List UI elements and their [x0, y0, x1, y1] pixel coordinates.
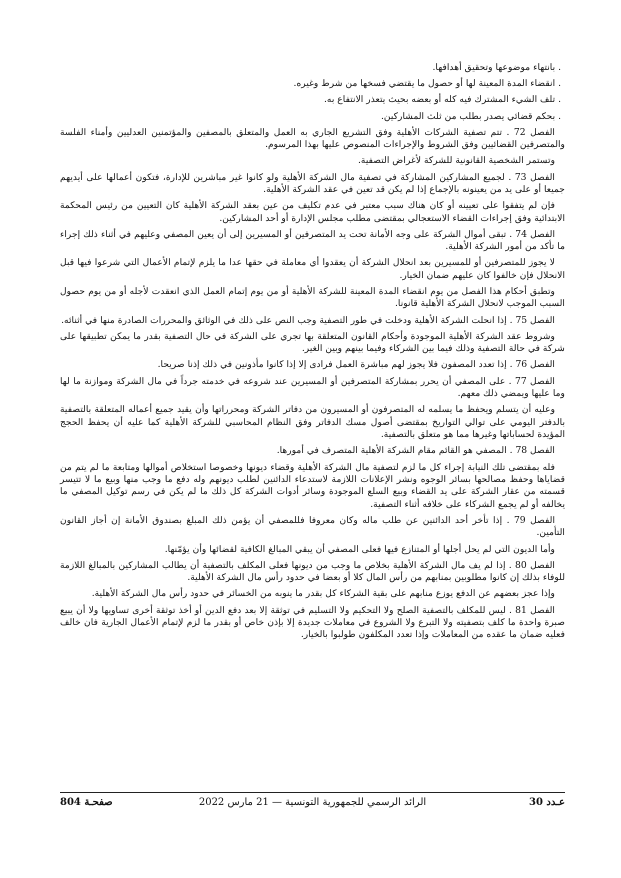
- paragraph: وتطبق أحكام هذا الفصل من يوم انقضاء المدة المعينة للشركة الأهلية أو من يوم إتمام العمل الذي انعقدت لأجله أو من يوم حصول السبب الموجب لانحلال الشركة الأهلية قانونا.: [60, 286, 565, 310]
- article-77: الفصل 77 . على المصفي أن يحرر بمشاركة المتصرفين أو المسيرين عند شروعه في خدمته جرداً في مال الشركة وموازنة ما لها وما عليها ويمضي ذلك معهم.: [60, 375, 565, 400]
- article-74: الفصل 74 . تبقى أموال الشركة على وجه الأمانة تحت يد المتصرفين أو المسيرين إلى أن يعين المصفي وعليهم في أثناء ذلك إجراء ما تأكد من أمور الشركة الأهلية.: [60, 228, 565, 253]
- document-body: [60, 62, 565, 646]
- article-79: الفصل 79 . إذا تأخر أحد الدائنين عن طلب ماله وكان معروفا فللمصفي أن يؤمن ذلك المبلغ بصندوق الأمانة إن أجاز القانون التأمين.: [60, 514, 565, 539]
- paragraph: فله بمقتضى تلك النيابة إجراء كل ما لزم لتصفية مال الشركة الأهلية وقضاء ديونها وخصوصا استخلاص أموالها ومتابعة ما لم يتم من قضاياها وحفظ مصالحها بسائر الوجوه ونشر الإعلانات اللازمة لاستدعاء الدائنين لطلب ديونهم وله دفع ما وجب منها وبيع ما لا تتيسر قسمته من عقار الشركة على يد القضاء وبيع السلع الموجودة وسائر أدوات الشركة كل ذلك ما لم يكن في رسم توكيل المصفي ما يخالفه أو لم يجمع الشركاء على خلافه أثناء التصفية.: [60, 461, 565, 510]
- paragraph: فإن لم يتفقوا على تعيينه أو كان هناك سبب معتبر في عدم تكليف من عين بعقد الشركة الأهلية كان التعيين من رئيس المحكمة الابتدائية وفق إجراءات القضاء الاستعجالي بمقتضى مطلب مجلس الإدارة أو أحد المشاركين.: [60, 200, 565, 224]
- paragraph: وأما الديون التي لم يحل أجلها أو المتنازع فيها فعلى المصفي أن يبقي المبالغ الكافية لقضائها وأن يؤمّنها.: [164, 543, 555, 555]
- publication-title: الرائد الرسمي للجمهورية التونسية — 21 مارس 2022: [198, 797, 427, 808]
- article-73: الفصل 73 . لجميع المشاركين المشاركة في تصفية مال الشركة الأهلية ولو كانوا غير مباشرين للإدارة، فتكون أعمالها على أيديهم جميعا أو على يد من يعينونه بالإجماع إذا لم يكن قد تعين في عقد الشركة الأهلية.: [60, 171, 565, 196]
- bullet-item: . بانتهاء موضوعها وتحقيق أهدافها.: [432, 62, 561, 73]
- article-72: الفصل 72 . تتم تصفية الشركات الأهلية وفق التشريع الجاري به العمل والمتعلق بالمصفين والمؤتمنين العدليين وأمناء الفلسة والمتصرفين القضائيين وفق الشروط والإجراءات المنصوص عليها بهذا المرسوم.: [60, 126, 565, 151]
- article-81: الفصل 81 . ليس للمكلف بالتصفية الصلح ولا التحكيم ولا التسليم في توثقة إلا بعد دفع الدين أو أخذ توثقة أخرى تساويها ولا أن يبيع صبرة واحدة ما كلف بتصفيته ولا التبرع ولا الشروع في معاملات جديدة إلا بإذن خاص أو بقدر ما لزم لإتمام الأعمال الجارية فان خالف فعليه ضمان ما عقده من المعاملات وإذا تعدد المكلفون طولبوا بالخيار.: [60, 604, 565, 641]
- paragraph: وتستمر الشخصية القانونية للشركة لأغراض التصفية.: [358, 155, 555, 167]
- article-78: الفصل 78 . المصفي هو القائم مقام الشركة الأهلية المتصرف في أمورها.: [276, 445, 555, 457]
- bullet-item: . انقضاء المدة المعينة لها أو حصول ما يقتضي فسخها من شرط وغيره.: [293, 78, 561, 90]
- paragraph: وشروط عقد الشركة الأهلية الموجودة وأحكام القانون المتعلقة بها تجري على الشركة في حال التصفية بقدر ما يمكن تطبيقها على شركة في حالة التصفية وذلك فيما بين الشركاء وفيما بينهم وبين الغير.: [60, 330, 565, 355]
- page-footer: [60, 797, 565, 813]
- article-76: الفصل 76 . إذا تعدد المصفون فلا يجوز لهم مباشرة العمل فرادى إلا إذا كانوا مأذونين في ذلك إذنا صريحا.: [157, 359, 555, 371]
- page-number: صفحـة 804: [60, 797, 113, 808]
- footer-divider: [60, 792, 565, 793]
- article-75: الفصل 75 . إذا انحلت الشركة الأهلية ودخلت في طور التصفية وجب النص على ذلك في الوثائق والمحررات الصادرة منها في أثنائه.: [61, 314, 555, 326]
- paragraph: وعليه أن يتسلم ويحفظ ما يسلمه له المتصرفون أو المسيرون من دفاتر الشركة ومحرراتها وأن يقيد جميع أعماله المتعلقة بالتصفية بالدفتر اليومي على توالي التواريخ بمقتضى أصول مسك الدفاتر وفق النظام المحاسبي للشركة الأهلية كما عليه أن يحفظ الحجج المؤيدة لحساباتها وغيرها مما هو متعلق بالتصفية.: [60, 404, 565, 441]
- paragraph: لا يجوز للمتصرفين أو للمسيرين بعد انحلال الشركة أن يعقدوا أي معاملة في حقها عدا ما يلزم لإتمام الأعمال التي شرعوا فيها قبل الانحلال فإن خالفوا كان عليهم ضمان الخيار.: [60, 257, 565, 281]
- bullet-item: . بحكم قضائي يصدر بطلب من ثلث المشاركين.: [380, 110, 561, 122]
- article-80: الفصل 80 . إذا لم يف مال الشركة الأهلية بخلاص ما وجب من ديونها فعلى المكلف بالتصفية أن يطالب المشاركين بالمبالغ اللازمة للوفاء بذلك إن كانوا مطلوبين بمنابهم من رأس المال كلا أو بعضا في حدود رأس مال الشركة الأهلية.: [60, 559, 565, 584]
- bullet-item: . تلف الشيء المشترك فيه كله أو بعضه بحيث يتعذر الانتفاع به.: [323, 94, 561, 106]
- paragraph: وإذا عجز بعضهم عن الدفع يوزع منابهم على بقية الشركاء كل بقدر ما ينوبه من الخسائر في حدود رأس مال الشركة الأهلية.: [91, 588, 555, 600]
- issue-number: عـدد 30: [528, 797, 565, 808]
